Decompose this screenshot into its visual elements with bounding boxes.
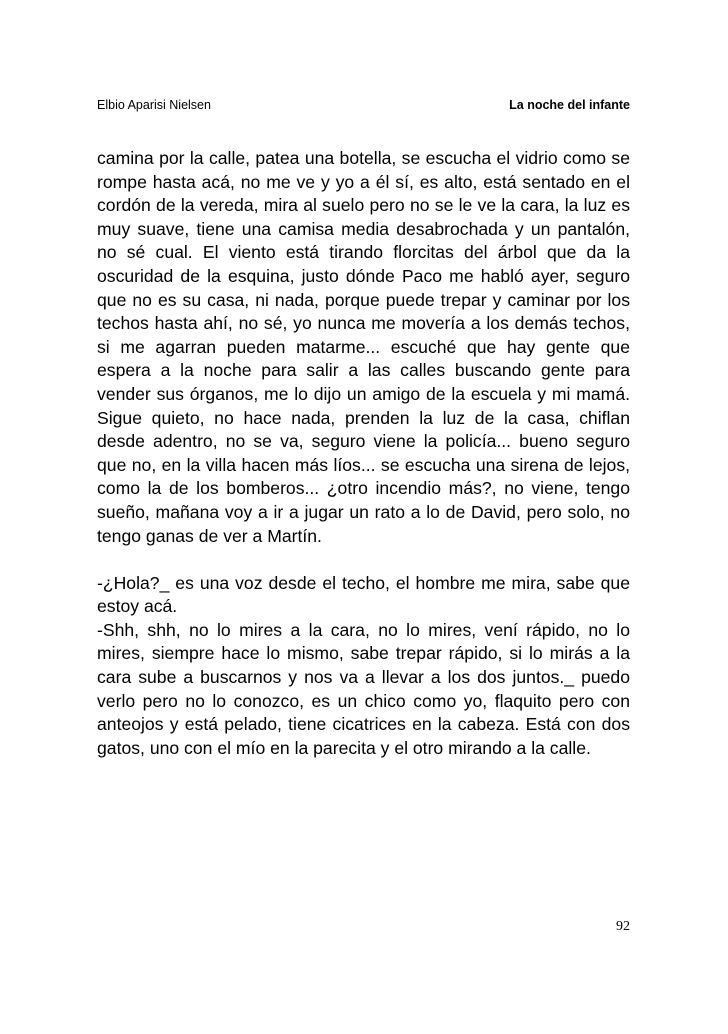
paragraph-dialogue-shh: -Shh, shh, no lo mires a la cara, no lo mires, vení rápido, no lo mires, siempre hace lo mismo, sabe trepar rápido, si lo mirás a la cara sube a buscarnos y nos va a llevar a los dos juntos._ puedo verlo pero no lo conozco, es un chico como yo, flaquito pero con anteojos y está pelado, tiene cicatrices en la cabeza. Está con dos gatos, uno con el mío en la parecita y el otro mirando a la calle.	[97, 619, 630, 758]
running-header	[97, 96, 630, 114]
header-book-title: La noche del infante	[509, 98, 630, 112]
paragraph-gap	[97, 548, 630, 572]
page-number: 92	[616, 919, 630, 934]
paragraph-dialogue-hola: -¿Hola?_ es una voz desde el techo, el hombre me mira, sabe que estoy acá.	[97, 572, 630, 617]
header-author: Elbio Aparisi Nielsen	[97, 98, 211, 112]
paragraph-narration: camina por la calle, patea una botella, se escucha el vidrio como se rompe hasta acá, no me ve y yo a él sí, es alto, está sentado en el cordón de la vereda, mira al suelo pero no se le ve la cara, la luz es muy suave, tiene una camisa media desabrochada y un pantalón, no sé cual. El viento está tirando florcitas del árbol que da la oscuridad de la esquina, justo dónde Paco me habló ayer, seguro que no es su casa, ni nada, porque puede trepar y caminar por los techos hasta ahí, no sé, yo nunca me movería a los demás techos, si me agarran pueden matarme... escuché que hay gente que espera a la noche para salir a las calles buscando gente para vender sus órganos, me lo dijo un amigo de la escuela y mi mamá. Sigue quieto, no hace nada, prenden la luz de la casa, chiflan desde adentro, no se va, seguro viene la policía... bueno seguro que no, en la villa hacen más líos... se escucha una sirena de lejos, como la de los bomberos... ¿otro incendio más?, no viene, tengo sueño, mañana voy a ir a jugar un rato a lo de David, pero solo, no tengo ganas de ver a Martín.	[97, 148, 630, 546]
body-text	[97, 147, 630, 760]
